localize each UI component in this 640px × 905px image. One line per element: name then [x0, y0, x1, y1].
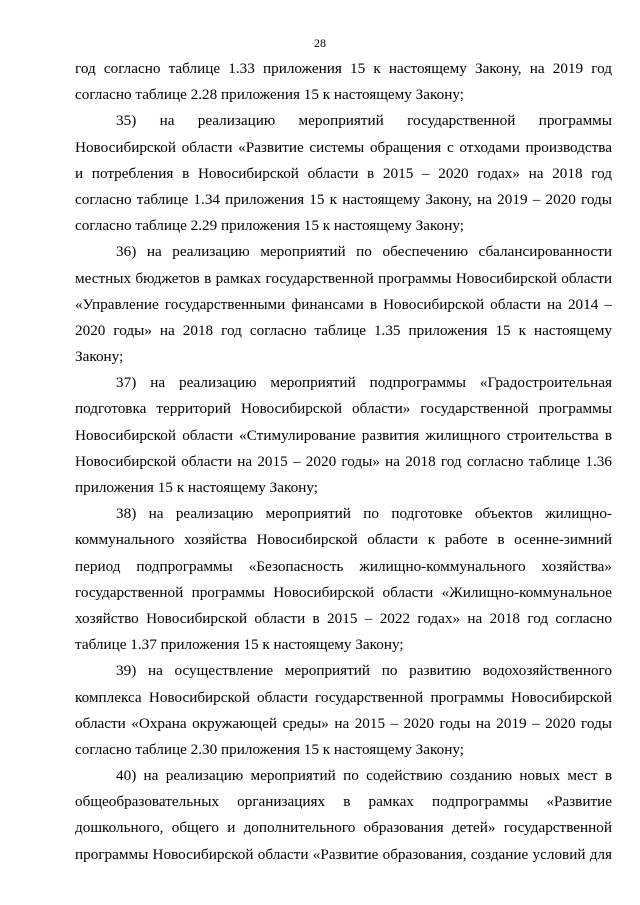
text-line: согласно таблице 2.30 приложения 15 к настоящему Закону; [75, 740, 464, 758]
text-line: области «Охрана окружающей среды» на 2015 – 2020 годы на 2019 – 2020 годы [75, 714, 612, 732]
text-line: Закону; [75, 348, 124, 366]
text-line: местных бюджетов в рамках государственной программы Новосибирской области [75, 269, 612, 287]
text-line: программы Новосибирской области «Развитие образования, создание условий для [75, 845, 612, 863]
page-number: 28 [314, 36, 326, 50]
body-text [75, 56, 612, 868]
text-line: Новосибирской области «Стимулирование развития жилищного строительства в [75, 426, 612, 444]
text-line: таблице 1.37 приложения 15 к настоящему Закону; [75, 636, 404, 654]
text-line: Новосибирской области на 2015 – 2020 годы» на 2018 год согласно таблице 1.36 [75, 452, 612, 470]
text-line: год согласно таблице 1.33 приложения 15 к настоящему Закону, на 2019 год [75, 60, 612, 77]
text-line: 35) на реализацию мероприятий государственной программы [116, 112, 612, 130]
text-line: согласно таблице 2.29 приложения 15 к настоящему Закону; [75, 217, 464, 235]
text-line: подготовка территорий Новосибирской области» государственной программы [75, 400, 612, 418]
text-line: 2020 годы» на 2018 год согласно таблице 1.35 приложения 15 к настоящему [75, 321, 612, 339]
text-line: «Управление государственными финансами в Новосибирской области на 2014 – [75, 295, 612, 313]
text-line: комплекса Новосибирской области государственной программы Новосибирской [75, 688, 612, 706]
text-line: согласно таблице 1.34 приложения 15 к настоящему Закону, на 2019 – 2020 годы [75, 190, 612, 208]
text-line: дошкольного, общего и дополнительного образования детей» государственной [75, 819, 612, 837]
text-line: Новосибирской области «Развитие системы обращения с отходами производства [75, 138, 612, 156]
text-line: период подпрограммы «Безопасность жилищно-коммунального хозяйства» [75, 557, 612, 575]
text-line: 36) на реализацию мероприятий по обеспечению сбалансированности [116, 243, 612, 261]
text-line: хозяйство Новосибирской области в 2015 – 2022 годах» на 2018 год согласно [75, 609, 612, 627]
text-line: и потребления в Новосибирской области в 2015 – 2020 годах» на 2018 год [75, 164, 612, 182]
text-line: 38) на реализацию мероприятий по подготовке объектов жилищно- [116, 505, 612, 523]
text-line: 40) на реализацию мероприятий по содействию созданию новых мест в [116, 767, 612, 785]
text-line: приложения 15 к настоящему Закону; [75, 479, 318, 496]
text-line: 37) на реализацию мероприятий подпрограммы «Градостроительная [116, 374, 612, 392]
text-line: согласно таблице 2.28 приложения 15 к настоящему Закону; [75, 86, 464, 104]
text-line: коммунального хозяйства Новосибирской области к работе в осенне-зимний [75, 531, 612, 549]
text-line: 39) на осуществление мероприятий по развитию водохозяйственного [116, 662, 612, 680]
text-line: общеобразовательных организациях в рамках подпрограммы «Развитие [75, 793, 612, 811]
text-line: государственной программы Новосибирской области «Жилищно-коммунальное [75, 583, 612, 601]
